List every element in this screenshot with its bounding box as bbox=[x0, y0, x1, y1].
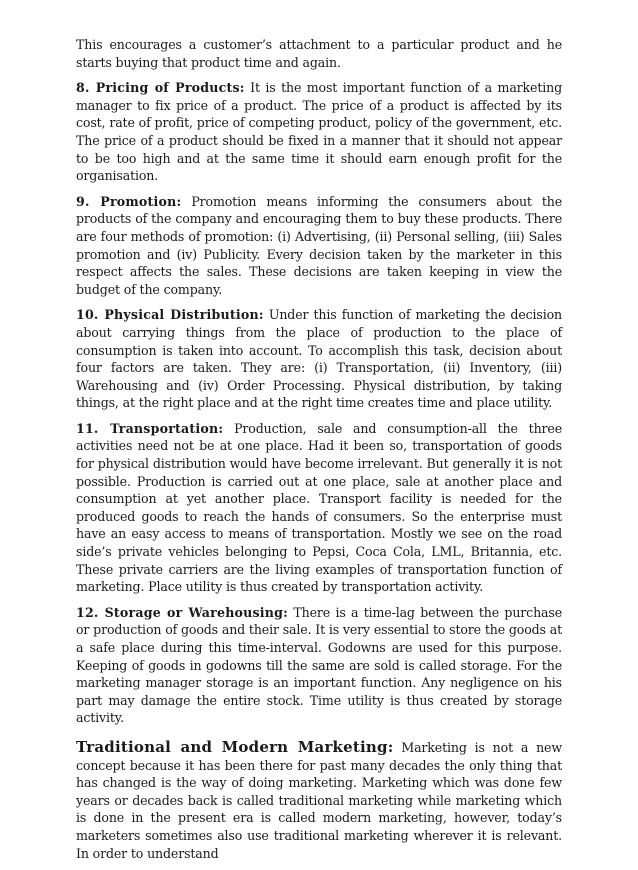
traditional-modern-paragraph bbox=[76, 739, 562, 862]
intro-paragraph bbox=[76, 36, 562, 71]
storage-paragraph bbox=[76, 604, 562, 727]
promotion-paragraph bbox=[76, 193, 562, 299]
transportation-heading: 11. Transportation: bbox=[76, 420, 224, 436]
pricing-heading: 8. Pricing of Products: bbox=[76, 80, 245, 96]
promotion-body: Promotion means informing the consumers about the products of the company and encouraging them to buy these products. There are four methods of promotion: (i) Advertising, (ii) Personal selling, (iii) Sales promotion and (iv) Publicity. Every decision taken by the marketer in this respect affects the sales. These decisions are taken keeping in view the budget of the company. bbox=[76, 193, 562, 297]
storage-body: There is a time-lag between the purchase or production of goods and their sale. It is very essential to store the goods at a safe place during this time-interval. Godowns are used for this purpose. Keeping of goods in godowns till the same are sold is called storage. For the marketing manager storage is an important function. Any negligence on his part may damage the entire stock. Time utility is thus created by storage activity. bbox=[76, 604, 563, 726]
traditional-modern-heading: Traditional and Modern Marketing: bbox=[76, 737, 394, 756]
physical-distribution-body: Under this function of marketing the decision about carrying things from the place of production to the place of consumption is taken into account. To accomplish this task, decision about four factors are taken. They are: (i) Transportation, (ii) Inventory, (iii) Warehousing and (iv) Order Processing. Physical distribution, by taking things, at the right place and at the right time creates time and place utility. bbox=[76, 307, 562, 411]
storage-heading: 12. Storage or Warehousing: bbox=[76, 604, 289, 620]
document-page bbox=[76, 36, 562, 870]
intro-text: This encourages a customer’s attachment to a particular product and he starts buying that product time and again. bbox=[76, 37, 562, 70]
traditional-modern-body: Marketing is not a new concept because it has been there for past many decades the only thing that has changed is the way of doing marketing. Marketing which was done few years or decades back is called traditional marketing while marketing which is done in the present era is called modern marketing, however, today’s marketers sometimes also use traditional marketing wherever it is relevant. In order to understand bbox=[76, 739, 562, 861]
transportation-body: Production, sale and consumption-all the three activities need not be at one place. Had it been so, transportation of goods for physical distribution would have become irrelevant. But generally it is not possible. Production is carried out at one place, sale at another place and consumption at yet another place. Transport facility is needed for the produced goods to reach the hands of consumers. So the enterprise must have an easy access to means of transportation. Mostly we see on the road side’s private vehicles belonging to Pepsi, Coca Cola, LML, Britannia, etc. These private carriers are the living examples of transportation function of marketing. Place utility is thus created by transportation activity. bbox=[76, 420, 563, 595]
promotion-heading: 9. Promotion: bbox=[76, 193, 182, 209]
pricing-body: It is the most important function of a marketing manager to fix price of a product. The price of a product is affected by its cost, rate of profit, price of competing product, policy of the government, etc. The price of a product should be fixed in a manner that it should not appear to be too high and at the same time it should earn enough profit for the organisation. bbox=[76, 80, 562, 184]
physical-distribution-heading: 10. Physical Distribution: bbox=[76, 307, 264, 323]
physical-distribution-paragraph bbox=[76, 306, 562, 412]
transportation-paragraph bbox=[76, 420, 562, 596]
pricing-paragraph bbox=[76, 79, 562, 185]
